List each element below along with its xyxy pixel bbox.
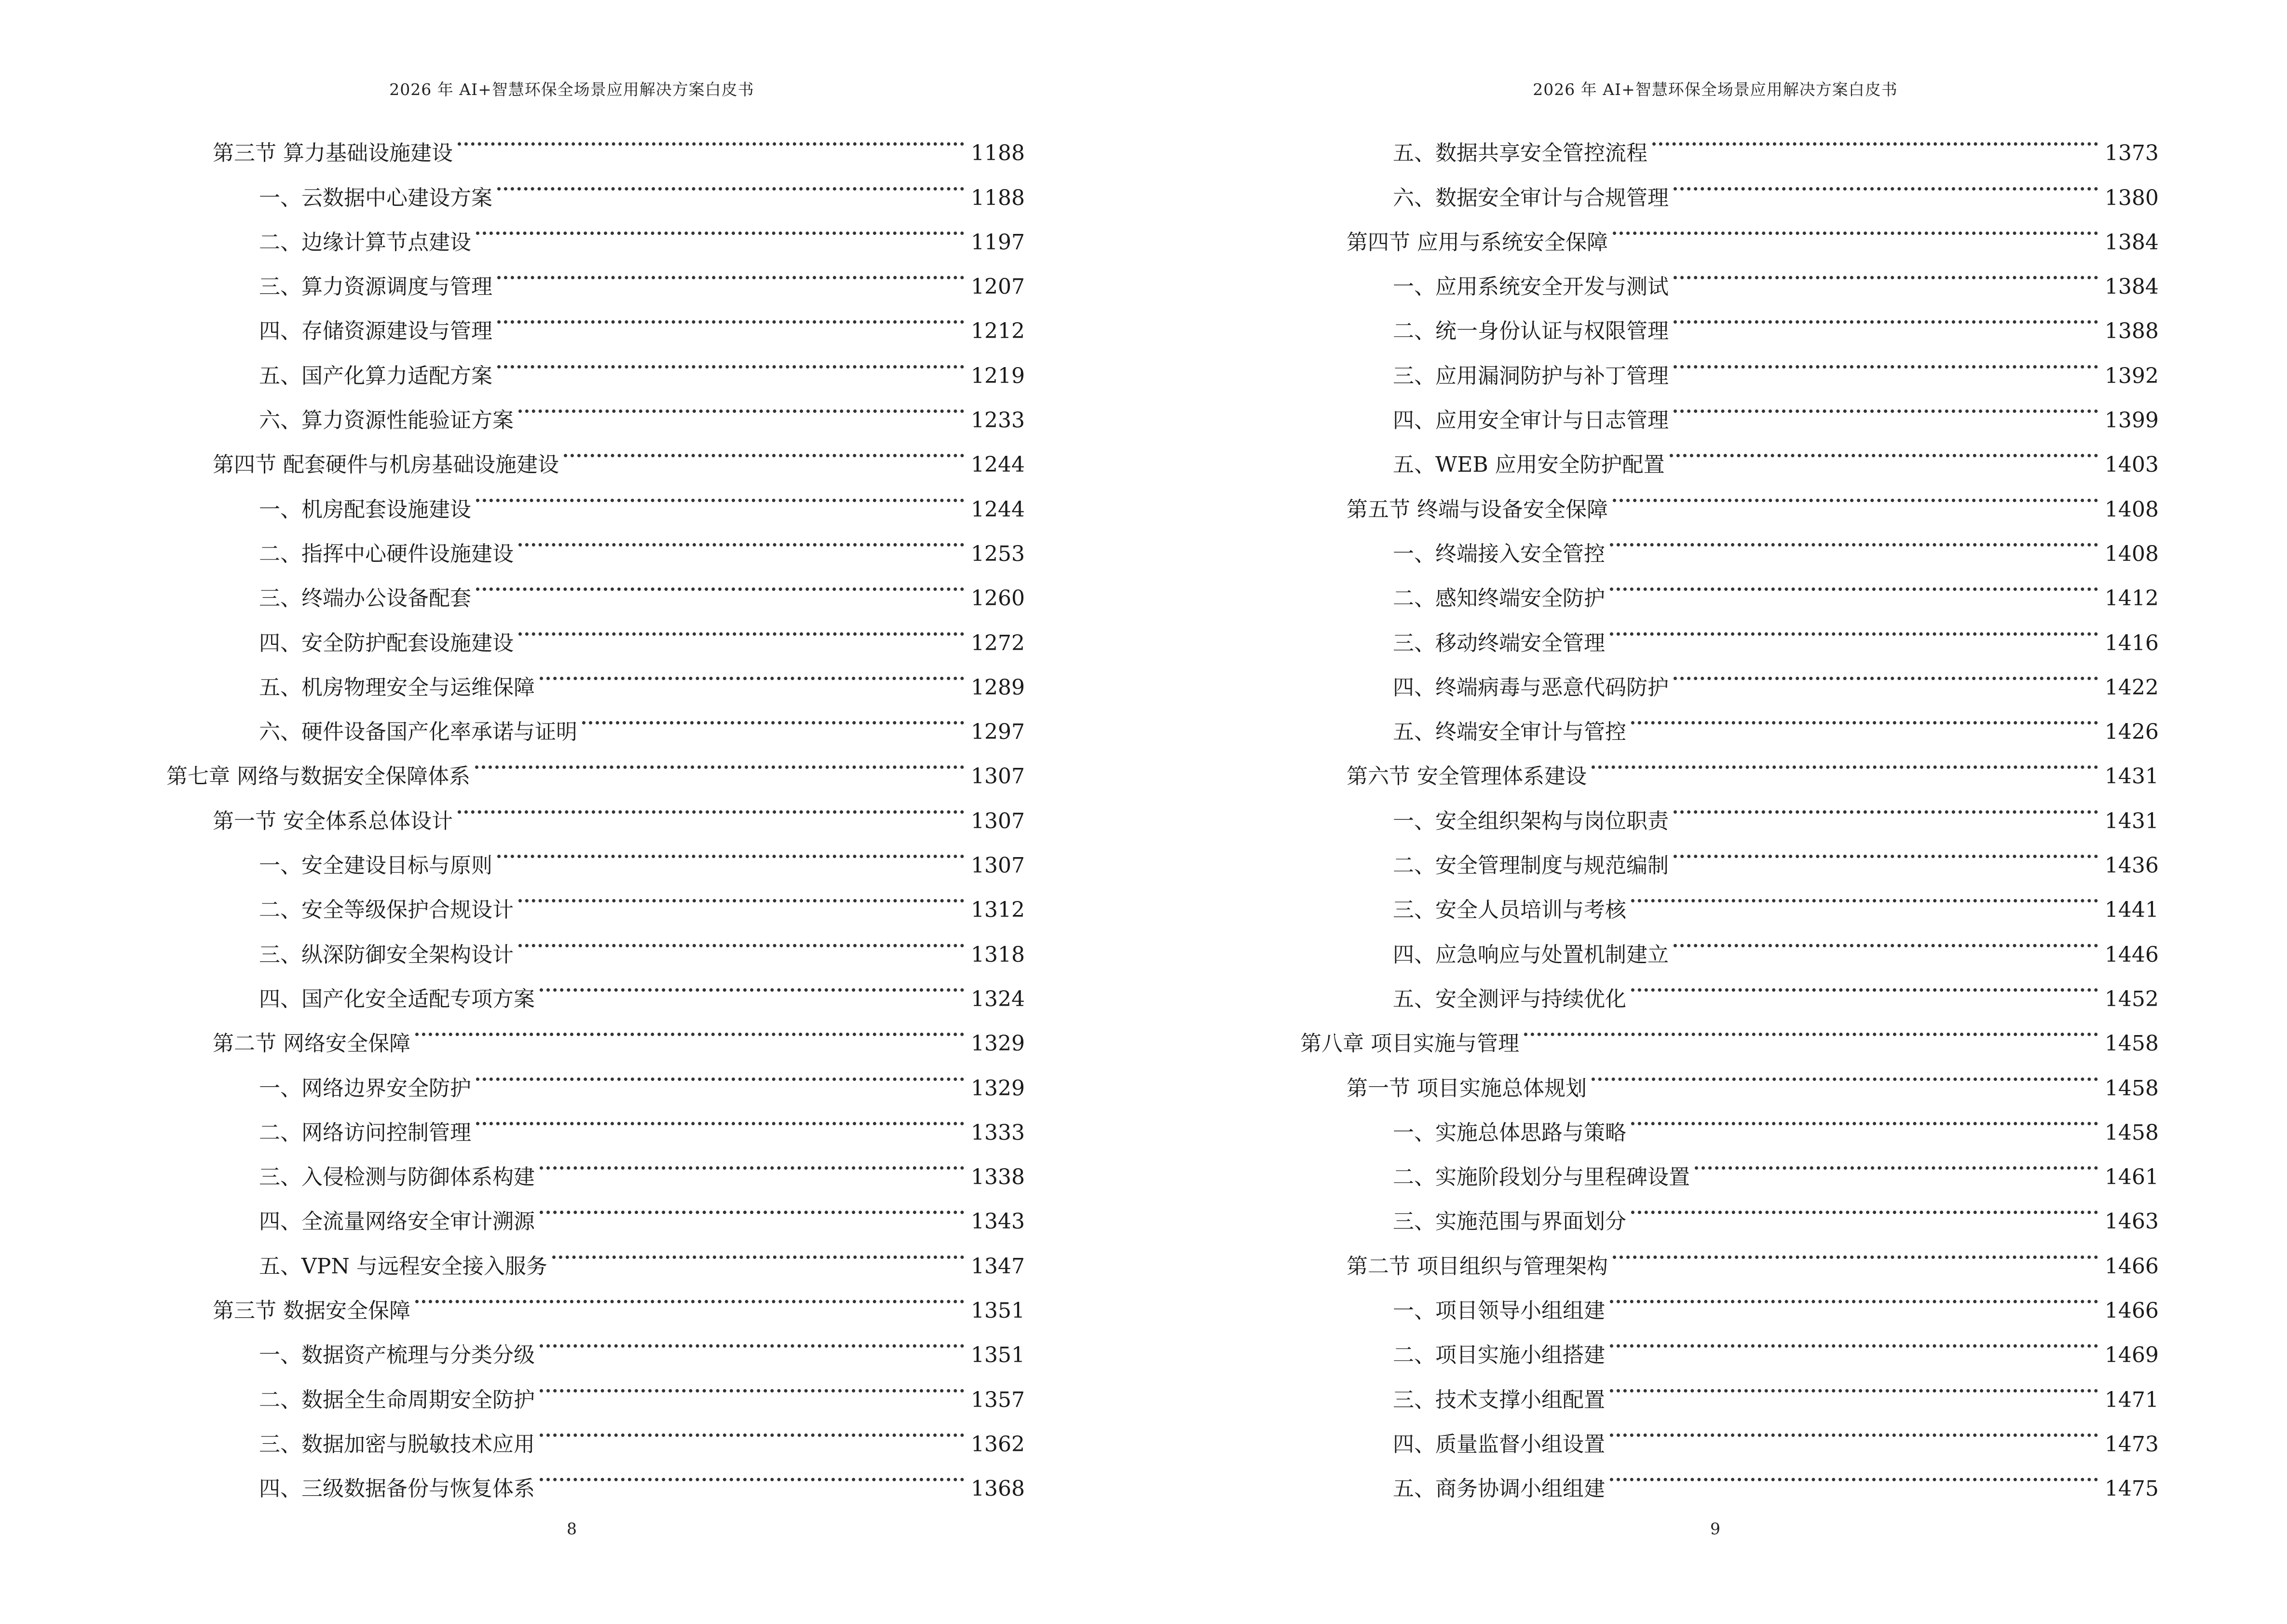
toc-entry-title: 三、技术支撑小组配置 [1393, 1387, 1605, 1412]
dot-leader [518, 917, 964, 961]
dot-leader [497, 294, 964, 338]
dot-leader [1610, 517, 2098, 561]
dot-leader [415, 1006, 964, 1051]
toc-entry-page: 1362 [971, 1432, 1025, 1457]
toc-entry-title: 四、全流量网络安全审计溯源 [259, 1209, 535, 1234]
toc-entry-page: 1373 [2105, 141, 2159, 166]
dot-leader [1674, 828, 2098, 873]
toc-entry-page: 1412 [2105, 586, 2159, 611]
toc-entry-page: 1318 [971, 942, 1025, 967]
dot-leader [1592, 1051, 2098, 1095]
running-header: 2026 年 AI+智慧环保全场景应用解决方案白皮书 [1533, 80, 1898, 99]
toc-entry-page: 1272 [971, 630, 1025, 655]
toc-entry-title: 六、算力资源性能验证方案 [259, 408, 514, 433]
toc-entry-title: 二、边缘计算节点建设 [259, 230, 471, 255]
toc-entry-page: 1458 [2105, 1120, 2159, 1145]
dot-leader [497, 828, 964, 873]
dot-leader [1674, 783, 2098, 828]
toc-entry-title: 五、国产化算力适配方案 [259, 363, 492, 388]
toc-entry-title: 一、安全建设目标与原则 [259, 853, 492, 878]
toc-entry-title: 二、网络访问控制管理 [259, 1120, 471, 1145]
toc-entry-page: 1426 [2105, 720, 2159, 745]
toc-entry-page: 1260 [971, 586, 1025, 611]
toc-entry-page: 1338 [971, 1165, 1025, 1190]
toc-entry-page: 1469 [2105, 1343, 2159, 1368]
toc-entry-title: 第一节 安全体系总体设计 [213, 808, 453, 833]
toc-entry-title: 二、感知终端安全防护 [1393, 586, 1605, 611]
toc-entry-title: 五、机房物理安全与运维保障 [259, 675, 535, 700]
toc-entry-page: 1422 [2105, 675, 2159, 700]
dot-leader [1610, 1318, 2098, 1362]
toc-entry-title: 二、安全等级保护合规设计 [259, 898, 514, 923]
toc-entry-title: 五、VPN 与远程安全接入服务 [259, 1254, 547, 1279]
toc-entry-title: 一、项目领导小组组建 [1393, 1298, 1605, 1324]
toc-entry-title: 五、WEB 应用安全防护配置 [1393, 452, 1665, 478]
toc-entry-title: 三、算力资源调度与管理 [259, 274, 492, 300]
dot-leader [476, 561, 964, 605]
toc-entry-page: 1403 [2105, 452, 2159, 478]
dot-leader [1524, 1006, 2098, 1051]
toc-entry-page: 1212 [971, 319, 1025, 344]
dot-leader [1631, 695, 2098, 739]
toc-entry-page: 1458 [2105, 1076, 2159, 1101]
dot-leader [476, 1095, 964, 1140]
toc-entry-page: 1475 [2105, 1476, 2159, 1501]
toc-entry-title: 三、数据加密与脱敏技术应用 [259, 1432, 535, 1457]
toc-entry-title: 三、应用漏洞防护与补丁管理 [1393, 363, 1669, 388]
toc-entry-title: 二、实施阶段划分与里程碑设置 [1393, 1165, 1690, 1190]
dot-leader [1674, 383, 2098, 427]
dot-leader [540, 1318, 964, 1362]
toc-list [166, 116, 1025, 1501]
dot-leader [1695, 1140, 2098, 1184]
toc-entry-title: 三、实施范围与界面划分 [1393, 1209, 1626, 1234]
toc-entry-title: 第四节 配套硬件与机房基础设施建设 [213, 452, 559, 478]
toc-entry-title: 第二节 项目组织与管理架构 [1347, 1254, 1608, 1279]
toc-entry-title: 三、纵深防御安全架构设计 [259, 942, 514, 967]
toc-entry-title: 四、国产化安全适配专项方案 [259, 986, 535, 1011]
toc-entry-title: 第三节 数据安全保障 [213, 1298, 410, 1324]
toc-entry-page: 1233 [971, 408, 1025, 433]
toc-entry-title: 第七章 网络与数据安全保障体系 [166, 764, 470, 789]
toc-entry-page: 1458 [2105, 1031, 2159, 1056]
toc-entry-page: 1446 [2105, 942, 2159, 967]
dot-leader [1631, 962, 2098, 1006]
dot-leader [476, 472, 964, 516]
dot-leader [1613, 1228, 2098, 1273]
toc-entry-title: 第八章 项目实施与管理 [1300, 1031, 1519, 1056]
dot-leader [497, 338, 964, 382]
dot-leader [540, 962, 964, 1006]
dot-leader [1631, 1184, 2098, 1228]
dot-leader [540, 1407, 964, 1451]
toc-entry-title: 一、应用系统安全开发与测试 [1393, 274, 1669, 300]
toc-entry-title: 四、应急响应与处置机制建立 [1393, 942, 1669, 967]
dot-leader [1592, 739, 2098, 783]
toc-entry-page: 1253 [971, 541, 1025, 566]
dot-leader [1652, 116, 2098, 160]
toc-entry-page: 1368 [971, 1476, 1025, 1501]
toc-entry-page: 1416 [2105, 630, 2159, 655]
dot-leader [540, 1362, 964, 1406]
dot-leader [415, 1273, 964, 1318]
toc-entry-title: 二、统一身份认证与权限管理 [1393, 319, 1669, 344]
toc-entry-page: 1408 [2105, 541, 2159, 566]
dot-leader [1613, 205, 2098, 249]
toc-entry-title: 第二节 网络安全保障 [213, 1031, 410, 1056]
dot-leader [1670, 427, 2098, 472]
toc-entry-page: 1297 [971, 720, 1025, 745]
toc-entry-title: 三、移动终端安全管理 [1393, 630, 1605, 655]
toc-entry-title: 五、商务协调小组组建 [1393, 1476, 1605, 1501]
toc-entry-page: 1384 [2105, 230, 2159, 255]
toc-entry-page: 1343 [971, 1209, 1025, 1234]
toc-entry-page: 1357 [971, 1387, 1025, 1412]
dot-leader [1674, 294, 2098, 338]
dot-leader [1613, 472, 2098, 516]
dot-leader [476, 1051, 964, 1095]
dot-leader [540, 1184, 964, 1228]
toc-entry-page: 1466 [2105, 1298, 2159, 1324]
toc-entry-page: 1384 [2105, 274, 2159, 300]
dot-leader [1610, 605, 2098, 650]
dot-leader [497, 249, 964, 294]
dot-leader [1674, 338, 2098, 382]
toc-entry-title: 五、安全测评与持续优化 [1393, 986, 1626, 1011]
toc-entry-page: 1329 [971, 1076, 1025, 1101]
toc-entry-page: 1351 [971, 1298, 1025, 1324]
toc-entry-page: 1329 [971, 1031, 1025, 1056]
toc-entry-page: 1219 [971, 363, 1025, 388]
toc-entry-title: 一、终端接入安全管控 [1393, 541, 1605, 566]
toc-entry-page: 1441 [2105, 898, 2159, 923]
toc-entry-title: 一、云数据中心建设方案 [259, 185, 492, 210]
dot-leader [497, 160, 964, 205]
toc-entry-title: 三、入侵检测与防御体系构建 [259, 1165, 535, 1190]
toc-entry-page: 1473 [2105, 1432, 2159, 1457]
toc-entry-page: 1471 [2105, 1387, 2159, 1412]
toc-entry-title: 四、三级数据备份与恢复体系 [259, 1476, 535, 1501]
toc-entry-title: 五、数据共享安全管控流程 [1393, 141, 1647, 166]
toc-entry-page: 1388 [2105, 319, 2159, 344]
toc-entry-page: 1408 [2105, 497, 2159, 522]
dot-leader [564, 427, 964, 472]
dot-leader [518, 605, 964, 650]
toc-entry-title: 一、网络边界安全防护 [259, 1076, 471, 1101]
dot-leader [458, 116, 964, 160]
dot-leader [1610, 561, 2098, 605]
toc-entry-title: 二、安全管理制度与规范编制 [1393, 853, 1669, 878]
right-page [1144, 0, 2287, 1624]
dot-leader [518, 517, 964, 561]
page-number: 8 [567, 1519, 577, 1538]
toc-entry-page: 1307 [971, 853, 1025, 878]
toc-entry-page: 1312 [971, 898, 1025, 923]
toc-entry-title: 一、机房配套设施建设 [259, 497, 471, 522]
toc-entry-page: 1333 [971, 1120, 1025, 1145]
toc-entry-page: 1197 [971, 230, 1025, 255]
dot-leader [1631, 1095, 2098, 1140]
dot-leader [1610, 1362, 2098, 1406]
dot-leader [1610, 1407, 2098, 1451]
toc-entry-title: 三、终端办公设备配套 [259, 586, 471, 611]
toc-entry-page: 1188 [971, 185, 1025, 210]
toc-entry-page: 1207 [971, 274, 1025, 300]
toc-entry-title: 二、指挥中心硬件设施建设 [259, 541, 514, 566]
toc-entry-title: 一、实施总体思路与策略 [1393, 1120, 1626, 1145]
toc-entry-page: 1347 [971, 1254, 1025, 1279]
toc-entry-page: 1324 [971, 986, 1025, 1011]
toc-entry-title: 二、数据全生命周期安全防护 [259, 1387, 535, 1412]
toc-entry-title: 四、存储资源建设与管理 [259, 319, 492, 344]
toc-entry-page: 1431 [2105, 764, 2159, 789]
running-header: 2026 年 AI+智慧环保全场景应用解决方案白皮书 [389, 80, 754, 99]
dot-leader [518, 873, 964, 917]
dot-leader [1610, 1273, 2098, 1318]
toc-entry-page: 1452 [2105, 986, 2159, 1011]
dot-leader [540, 650, 964, 695]
toc-entry-title: 四、应用安全审计与日志管理 [1393, 408, 1669, 433]
toc-entry-page: 1461 [2105, 1165, 2159, 1190]
toc-entry-page: 1431 [2105, 808, 2159, 833]
toc-entry-page: 1436 [2105, 853, 2159, 878]
toc-entry-page: 1463 [2105, 1209, 2159, 1234]
toc-entry-title: 第六节 安全管理体系建设 [1347, 764, 1587, 789]
toc-entry[interactable] [1300, 116, 2159, 166]
toc-entry-page: 1244 [971, 497, 1025, 522]
dot-leader [540, 1140, 964, 1184]
toc-entry-page: 1188 [971, 141, 1025, 166]
dot-leader [1610, 1451, 2098, 1496]
toc-entry-page: 1307 [971, 808, 1025, 833]
dot-leader [582, 695, 964, 739]
toc-entry-page: 1289 [971, 675, 1025, 700]
toc-entry-page: 1392 [2105, 363, 2159, 388]
toc-entry-title: 一、安全组织架构与岗位职责 [1393, 808, 1669, 833]
dot-leader [458, 783, 964, 828]
dot-leader [552, 1228, 964, 1273]
page-number: 9 [1710, 1519, 1720, 1538]
dot-leader [518, 383, 964, 427]
dot-leader [475, 739, 964, 783]
dot-leader [540, 1451, 964, 1496]
toc-entry-title: 四、终端病毒与恶意代码防护 [1393, 675, 1669, 700]
toc-entry-page: 1307 [971, 764, 1025, 789]
toc-entry-title: 五、终端安全审计与管控 [1393, 720, 1626, 745]
dot-leader [1674, 917, 2098, 961]
dot-leader [1674, 160, 2098, 205]
toc-entry-title: 第三节 算力基础设施建设 [213, 141, 453, 166]
dot-leader [1674, 249, 2098, 294]
toc-entry-title: 二、项目实施小组搭建 [1393, 1343, 1605, 1368]
toc-entry-page: 1466 [2105, 1254, 2159, 1279]
dot-leader [1674, 650, 2098, 695]
toc-entry-title: 一、数据资产梳理与分类分级 [259, 1343, 535, 1368]
toc-entry-title: 第五节 终端与设备安全保障 [1347, 497, 1608, 522]
toc-entry-page: 1380 [2105, 185, 2159, 210]
toc-list [1300, 116, 2159, 1501]
dot-leader [1631, 873, 2098, 917]
toc-entry-page: 1244 [971, 452, 1025, 478]
toc-entry-page: 1399 [2105, 408, 2159, 433]
toc-entry-title: 四、质量监督小组设置 [1393, 1432, 1605, 1457]
toc-entry-title: 第四节 应用与系统安全保障 [1347, 230, 1608, 255]
toc-entry-title: 六、硬件设备国产化率承诺与证明 [259, 720, 577, 745]
toc-entry-title: 第一节 项目实施总体规划 [1347, 1076, 1587, 1101]
toc-entry-title: 四、安全防护配套设施建设 [259, 630, 514, 655]
toc-entry[interactable] [166, 116, 1025, 166]
dot-leader [476, 205, 964, 249]
toc-entry-title: 三、安全人员培训与考核 [1393, 898, 1626, 923]
toc-entry-title: 六、数据安全审计与合规管理 [1393, 185, 1669, 210]
toc-entry-page: 1351 [971, 1343, 1025, 1368]
